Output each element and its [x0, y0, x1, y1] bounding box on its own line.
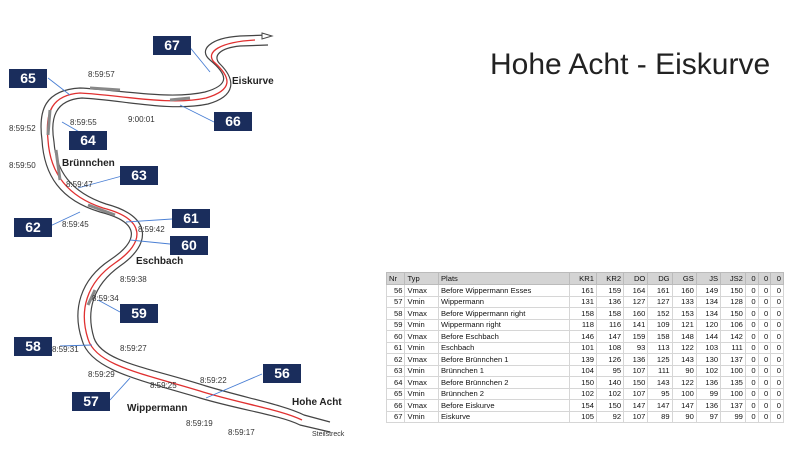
table-cell: Vmax: [405, 308, 439, 320]
table-body: [387, 285, 784, 423]
time-label: 8:59:42: [138, 225, 165, 234]
table-cell: 67: [387, 411, 405, 423]
table-cell: Before Brünnchen 1: [438, 354, 569, 366]
time-label: 8:59:31: [52, 345, 79, 354]
marker-56: 56: [263, 364, 301, 383]
table-cell: 0: [758, 354, 771, 366]
table-cell: Wippermann right: [438, 319, 569, 331]
table-cell: 0: [758, 388, 771, 400]
table-cell: 0: [758, 411, 771, 423]
table-cell: 150: [596, 400, 623, 412]
col-header: DO: [624, 273, 648, 285]
table-row: [387, 365, 784, 377]
table-cell: 93: [624, 342, 648, 354]
table-cell: 0: [771, 365, 784, 377]
table-cell: Vmin: [405, 342, 439, 354]
table-cell: Vmin: [405, 296, 439, 308]
table-cell: 63: [387, 365, 405, 377]
table-cell: 150: [569, 377, 596, 389]
table-cell: 160: [624, 308, 648, 320]
table-cell: 144: [696, 331, 720, 343]
table-cell: 159: [624, 331, 648, 343]
col-header: Plats: [438, 273, 569, 285]
table-cell: 116: [596, 319, 623, 331]
table-cell: 61: [387, 342, 405, 354]
table-cell: Vmax: [405, 331, 439, 343]
table-cell: 101: [569, 342, 596, 354]
table-cell: 106: [721, 319, 746, 331]
table-cell: 102: [696, 365, 720, 377]
table-cell: 141: [624, 319, 648, 331]
table-cell: Eschbach: [438, 342, 569, 354]
time-label: 8:59:29: [88, 370, 115, 379]
table-cell: Vmax: [405, 285, 439, 297]
table-cell: 135: [721, 377, 746, 389]
col-header: KR2: [596, 273, 623, 285]
table-cell: 60: [387, 331, 405, 343]
table-cell: 59: [387, 319, 405, 331]
table-cell: Vmax: [405, 400, 439, 412]
table-cell: 64: [387, 377, 405, 389]
table-cell: 108: [596, 342, 623, 354]
time-label: 8:59:50: [9, 161, 36, 170]
table-cell: 131: [569, 296, 596, 308]
table-cell: 127: [648, 296, 672, 308]
table-cell: 0: [758, 342, 771, 354]
table-cell: Vmax: [405, 377, 439, 389]
table-cell: 150: [624, 377, 648, 389]
marker-59: 59: [120, 304, 158, 323]
marker-66: 66: [214, 112, 252, 131]
table-cell: Before Wippermann Esses: [438, 285, 569, 297]
table-cell: 0: [745, 319, 758, 331]
table-cell: Vmin: [405, 388, 439, 400]
table-cell: 90: [672, 365, 696, 377]
table-cell: 0: [771, 388, 784, 400]
table-cell: 150: [721, 308, 746, 320]
time-label: 9:00:01: [128, 115, 155, 124]
time-label: 8:59:27: [120, 344, 147, 353]
table-row: [387, 331, 784, 343]
table-cell: 89: [648, 411, 672, 423]
table-cell: 0: [758, 319, 771, 331]
col-header: DG: [648, 273, 672, 285]
table-cell: 0: [758, 331, 771, 343]
slide-title: Hohe Acht - Eiskurve: [490, 48, 771, 81]
table-cell: 97: [696, 411, 720, 423]
table-cell: 105: [569, 411, 596, 423]
marker-61: 61: [172, 209, 210, 228]
table-cell: 140: [596, 377, 623, 389]
table-cell: 100: [721, 388, 746, 400]
table-header-row: [387, 273, 784, 285]
table-cell: 107: [624, 365, 648, 377]
table-cell: Vmin: [405, 319, 439, 331]
time-label: 8:59:38: [120, 275, 147, 284]
table-cell: Before Brünnchen 2: [438, 377, 569, 389]
table-cell: 147: [672, 400, 696, 412]
table-cell: 111: [721, 342, 746, 354]
table-cell: Wippermann: [438, 296, 569, 308]
table-cell: 133: [672, 296, 696, 308]
table-cell: 0: [758, 365, 771, 377]
table-cell: 0: [745, 411, 758, 423]
time-label: 8:59:52: [9, 124, 36, 133]
table-cell: 150: [721, 285, 746, 297]
table-cell: 134: [696, 308, 720, 320]
table-cell: 158: [648, 331, 672, 343]
table-cell: 134: [696, 296, 720, 308]
table-cell: 0: [771, 308, 784, 320]
place-label-hohe-acht: Hohe Acht: [292, 397, 342, 408]
table-cell: 66: [387, 400, 405, 412]
col-header: 0: [758, 273, 771, 285]
table-cell: 128: [721, 296, 746, 308]
table-cell: 113: [648, 342, 672, 354]
table-cell: 136: [624, 354, 648, 366]
table-cell: Vmax: [405, 354, 439, 366]
table-cell: 0: [771, 377, 784, 389]
table-cell: 0: [745, 400, 758, 412]
table-cell: 159: [596, 285, 623, 297]
table-cell: 0: [758, 377, 771, 389]
time-label: 8:59:34: [92, 294, 119, 303]
table-cell: 139: [569, 354, 596, 366]
table-cell: 56: [387, 285, 405, 297]
table-cell: 0: [758, 400, 771, 412]
table-cell: Brünnchen 1: [438, 365, 569, 377]
marker-60: 60: [170, 236, 208, 255]
table-cell: 137: [721, 400, 746, 412]
marker-67: 67: [153, 36, 191, 55]
table-cell: 57: [387, 296, 405, 308]
place-label-wippermann: Wippermann: [127, 403, 188, 414]
table-cell: 0: [745, 308, 758, 320]
table-cell: 137: [721, 354, 746, 366]
table-cell: 153: [672, 308, 696, 320]
table-cell: 164: [624, 285, 648, 297]
table-cell: 161: [569, 285, 596, 297]
table-cell: 0: [745, 342, 758, 354]
table-row: [387, 354, 784, 366]
table-cell: 95: [648, 388, 672, 400]
table-cell: 152: [648, 308, 672, 320]
table-cell: 0: [758, 308, 771, 320]
time-label: 8:59:17: [228, 428, 255, 437]
table-cell: 58: [387, 308, 405, 320]
table-cell: 0: [758, 285, 771, 297]
table-cell: 0: [758, 296, 771, 308]
table-cell: 136: [596, 296, 623, 308]
table-cell: Vmin: [405, 365, 439, 377]
table-cell: 0: [771, 319, 784, 331]
col-header: JS: [696, 273, 720, 285]
table-cell: 107: [624, 388, 648, 400]
table-row: [387, 400, 784, 412]
table-cell: 125: [648, 354, 672, 366]
table-cell: Before Eiskurve: [438, 400, 569, 412]
table-cell: 111: [648, 365, 672, 377]
table-cell: 0: [771, 354, 784, 366]
table-cell: 143: [672, 354, 696, 366]
table-cell: 154: [569, 400, 596, 412]
table-cell: 0: [745, 365, 758, 377]
table-cell: 0: [745, 296, 758, 308]
table-cell: 149: [696, 285, 720, 297]
table-cell: 0: [745, 331, 758, 343]
table-row: [387, 285, 784, 297]
table-cell: Before Eschbach: [438, 331, 569, 343]
table-cell: 148: [672, 331, 696, 343]
table-cell: 0: [771, 285, 784, 297]
table-cell: 147: [648, 400, 672, 412]
table-cell: Brünnchen 2: [438, 388, 569, 400]
col-header: KR1: [569, 273, 596, 285]
table-cell: 120: [696, 319, 720, 331]
table-cell: 147: [596, 331, 623, 343]
place-label-brunnchen: Brünnchen: [62, 158, 115, 169]
place-label-steilstrecke: Steilstreck: [312, 431, 345, 438]
table-cell: Vmin: [405, 411, 439, 423]
time-label: 8:59:22: [200, 376, 227, 385]
table-cell: 0: [771, 400, 784, 412]
direction-arrow-icon: [262, 33, 272, 39]
speed-table: [386, 272, 784, 423]
table-cell: Eiskurve: [438, 411, 569, 423]
col-header: Nr: [387, 273, 405, 285]
time-label: 8:59:45: [62, 220, 89, 229]
table-cell: 158: [569, 308, 596, 320]
table-cell: 92: [596, 411, 623, 423]
table-row: [387, 296, 784, 308]
table-cell: 158: [596, 308, 623, 320]
table-cell: 104: [569, 365, 596, 377]
time-label: 8:59:47: [66, 180, 93, 189]
table-row: [387, 319, 784, 331]
table-cell: 142: [721, 331, 746, 343]
table-cell: 161: [648, 285, 672, 297]
time-label: 8:59:19: [186, 419, 213, 428]
marker-65: 65: [9, 69, 47, 88]
table-cell: 122: [672, 342, 696, 354]
table-cell: 109: [648, 319, 672, 331]
table-cell: 95: [596, 365, 623, 377]
table-cell: 90: [672, 411, 696, 423]
table-row: [387, 388, 784, 400]
table-cell: 100: [721, 365, 746, 377]
table-row: [387, 308, 784, 320]
table-cell: 102: [596, 388, 623, 400]
marker-58: 58: [14, 337, 52, 356]
table-cell: 102: [569, 388, 596, 400]
col-header: Typ: [405, 273, 439, 285]
time-label: 8:59:55: [70, 118, 97, 127]
marker-64: 64: [69, 131, 107, 150]
col-header: 0: [745, 273, 758, 285]
table-row: [387, 377, 784, 389]
table-cell: 160: [672, 285, 696, 297]
table-cell: 147: [624, 400, 648, 412]
table-cell: 122: [672, 377, 696, 389]
table-cell: 99: [721, 411, 746, 423]
time-label: 8:59:25: [150, 381, 177, 390]
table-cell: 136: [696, 377, 720, 389]
time-label: 8:59:57: [88, 70, 115, 79]
table-cell: 103: [696, 342, 720, 354]
place-label-eschbach: Eschbach: [136, 256, 184, 267]
table-cell: 0: [771, 331, 784, 343]
place-label-eiskurve: Eiskurve: [232, 76, 274, 87]
col-header: 0: [771, 273, 784, 285]
table-cell: 126: [596, 354, 623, 366]
col-header: JS2: [721, 273, 746, 285]
table-cell: 136: [696, 400, 720, 412]
col-header: GS: [672, 273, 696, 285]
marker-62: 62: [14, 218, 52, 237]
table-cell: 99: [696, 388, 720, 400]
table-cell: 0: [745, 377, 758, 389]
table-cell: 146: [569, 331, 596, 343]
table-cell: 0: [745, 285, 758, 297]
table-cell: 0: [745, 354, 758, 366]
table-cell: 0: [771, 296, 784, 308]
table-row: [387, 342, 784, 354]
table-cell: Before Wippermann right: [438, 308, 569, 320]
table-cell: 0: [771, 411, 784, 423]
table-cell: 118: [569, 319, 596, 331]
table-row: [387, 411, 784, 423]
marker-57: 57: [72, 392, 110, 411]
table-cell: 100: [672, 388, 696, 400]
table-cell: 62: [387, 354, 405, 366]
table-cell: 121: [672, 319, 696, 331]
table-cell: 143: [648, 377, 672, 389]
table-cell: 130: [696, 354, 720, 366]
racing-line: [47, 40, 302, 420]
table-cell: 0: [745, 388, 758, 400]
table-cell: 127: [624, 296, 648, 308]
table-cell: 65: [387, 388, 405, 400]
marker-63: 63: [120, 166, 158, 185]
table-cell: 0: [771, 342, 784, 354]
table-cell: 107: [624, 411, 648, 423]
